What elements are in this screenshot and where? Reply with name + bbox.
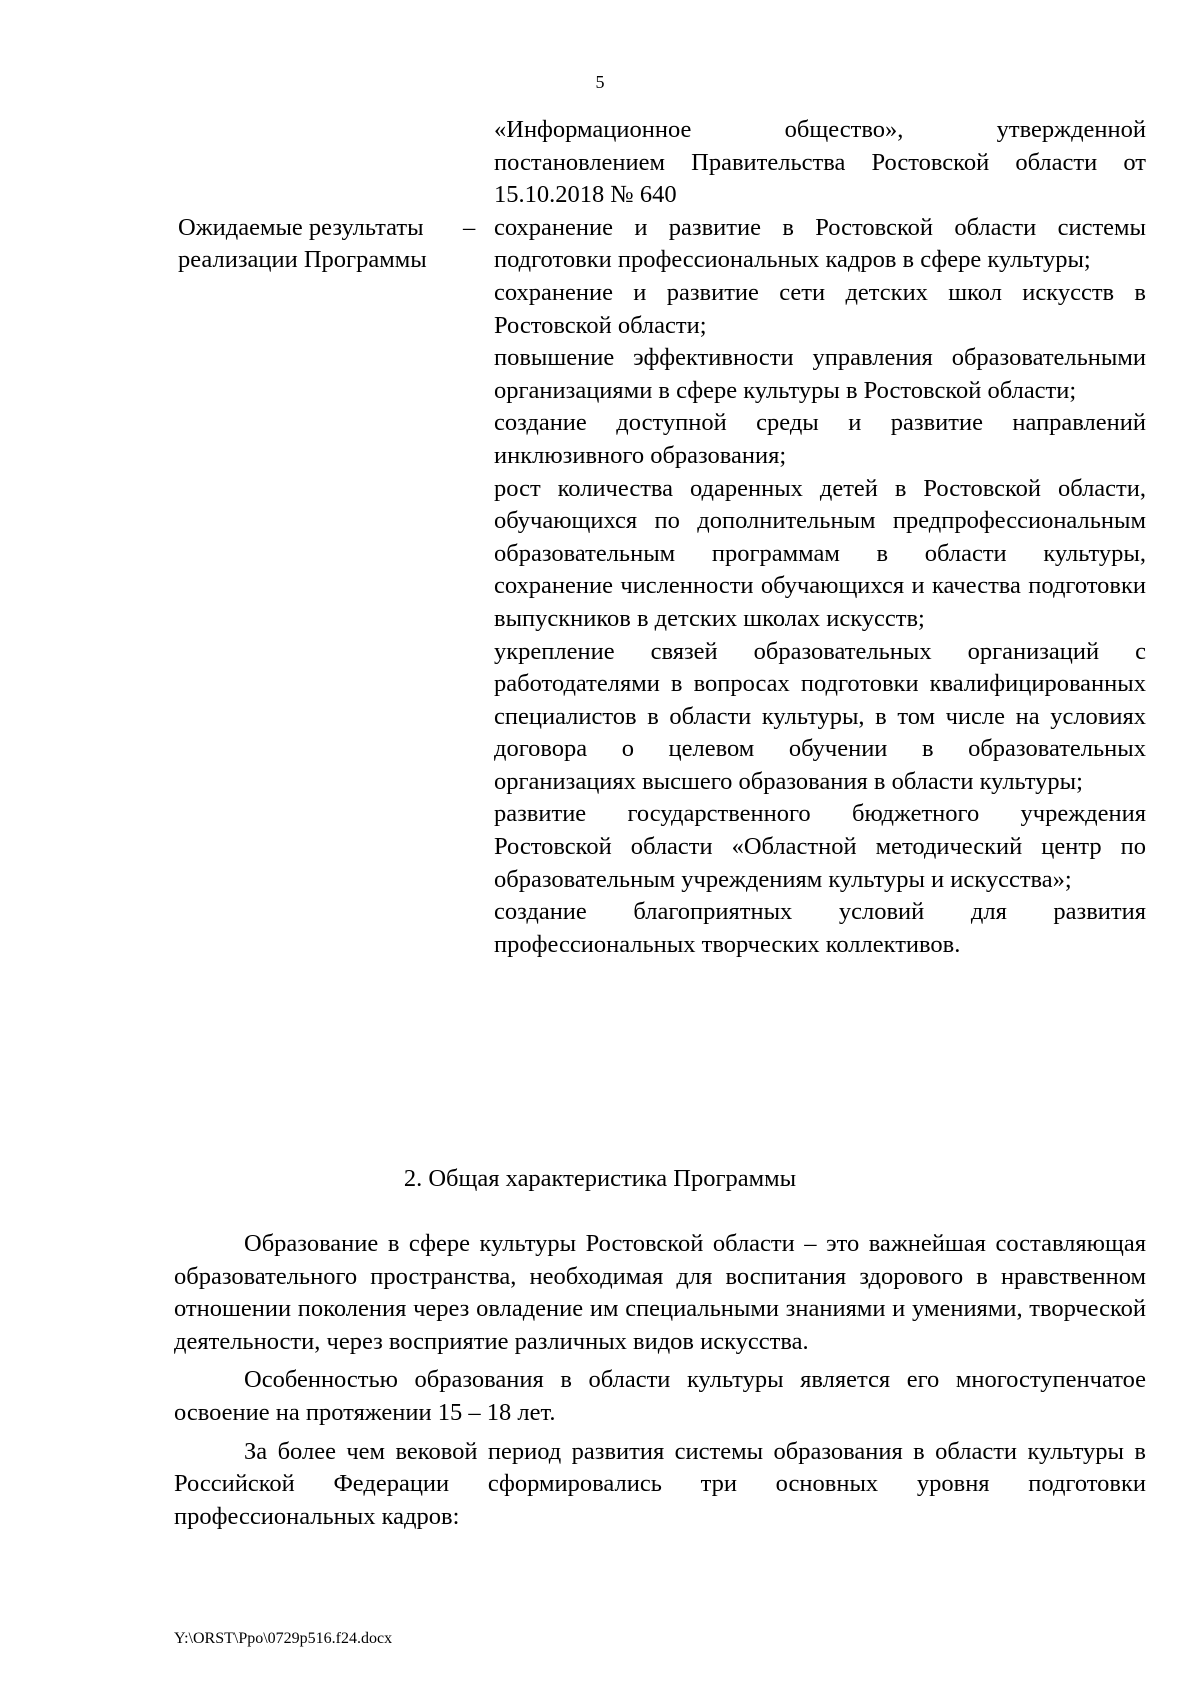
continuation-item: «Информационное общество», утвержденной постановлением Правительства Ростовской области от 15.10.2018 № 640 [494, 116, 1146, 209]
result-item: сохранение и развитие в Ростовской области системы подготовки профессиональных кадров в сфере культуры; [494, 213, 1146, 274]
result-item: повышение эффективности управления образовательными организациями в сфере культуры в Ростовской области; [494, 344, 1146, 404]
passport-table [0, 114, 1200, 961]
result-item: укрепление связей образовательных организаций с работодателями в вопросах подготовки квалифицированных специалистов в области культуры, в том числе на условиях договора о целевом обучении в образовательных организациях высшего образования в области культуры; [494, 637, 1146, 795]
file-path-footer: Y:\ORST\Ppo\0729p516.f24.docx [174, 1630, 393, 1647]
result-item: рост количества одаренных детей в Ростовской области, обучающихся по дополнительным предпрофессиональным образовательным программам в области культуры, сохранение численности обучающихся и качества подготовки выпускников в детских школах искусств; [494, 474, 1146, 632]
section-heading: 2. Общая характеристика Программы [403, 1165, 797, 1192]
section-body [174, 1228, 1146, 1539]
passport-row-expected-results [0, 212, 1200, 962]
row-dash: – [463, 213, 476, 241]
passport-row-continuation [0, 114, 1200, 212]
result-item: создание доступной среды и развитие направлений инклюзивного образования; [494, 409, 1146, 469]
expected-results-content [494, 212, 1146, 962]
result-item: создание благоприятных условий для развития профессиональных творческих коллективов. [494, 898, 1146, 958]
page-number: 5 [595, 72, 605, 92]
result-item: развитие государственного бюджетного учреждения Ростовской области «Областной методический центр по образовательным учреждениям культуры и искусства»; [494, 800, 1146, 893]
paragraph: За более чем вековой период развития системы образования в области культуры в Российской Федерации сформировались три основных уровня подготовки профессиональных кадров: [174, 1437, 1146, 1530]
result-item: сохранение и развитие сети детских школ искусств в Ростовской области; [494, 278, 1146, 339]
expected-results-label: Ожидаемые результаты реализации Программы [178, 213, 427, 274]
paragraph: Особенностью образования в области культуры является его многоступенчатое освоение на протяжении 15 – 18 лет. [174, 1366, 1146, 1426]
continuation-content [494, 114, 1146, 212]
paragraph: Образование в сфере культуры Ростовской области – это важнейшая составляющая образовательного пространства, необходимая для воспитания здорового в нравственном отношении поколения через овладение им специальными знаниями и умениями, творческой деятельности, через восприятие различных видов искусства. [174, 1230, 1146, 1355]
